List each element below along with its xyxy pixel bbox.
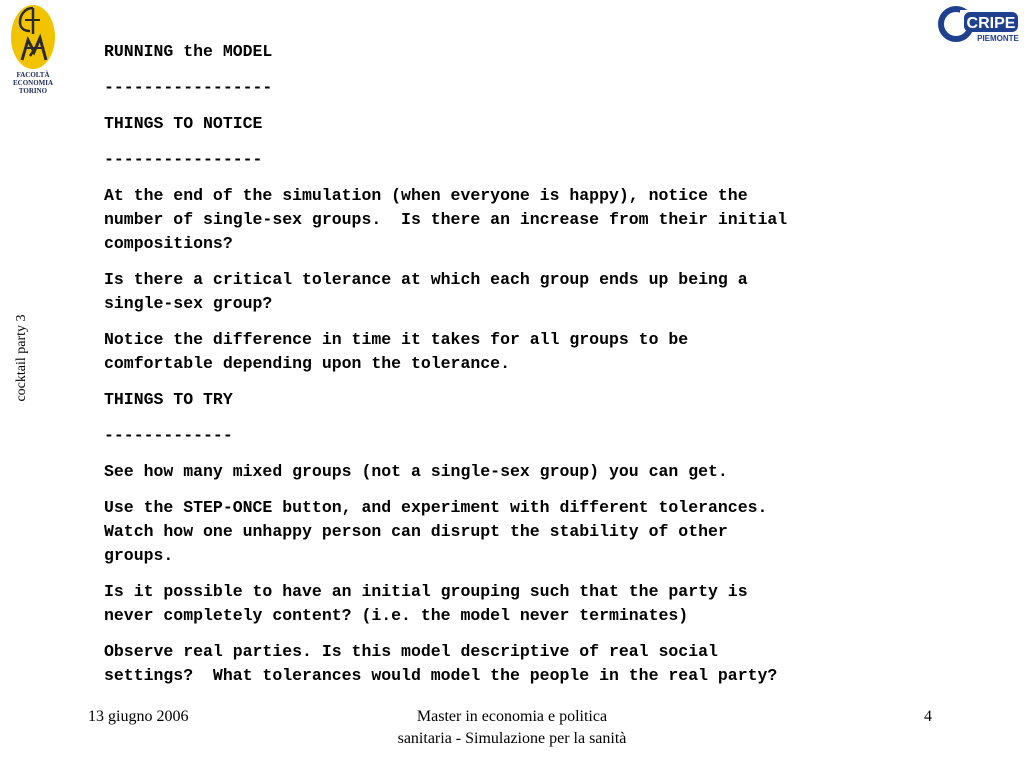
body-paragraph: Notice the difference in time it takes for all groups to be comfortable depending upon the tolerance. <box>104 330 689 373</box>
faculty-caption <box>6 71 60 95</box>
faculty-caption-line: FACOLTÀ <box>16 71 50 79</box>
cripe-logo-subtext: PIEMONTE <box>977 34 1019 43</box>
faculty-emblem-icon <box>10 4 56 70</box>
cripe-logo-text: CRIPE <box>966 15 1016 32</box>
body-paragraph: Observe real parties. Is this model descriptive of real social settings? What tolerances would model the people in the real party? <box>104 642 778 685</box>
page-number: 4 <box>924 708 932 725</box>
section-divider: ------------- <box>104 426 233 445</box>
slide-body <box>104 40 984 700</box>
section-heading: RUNNING the MODEL <box>104 42 273 61</box>
footer-date: 13 giugno 2006 <box>88 708 189 725</box>
body-paragraph: Is it possible to have an initial grouping such that the party is never completely content? (i.e. the model never terminates) <box>104 582 748 625</box>
slide-side-label: cocktail party 3 <box>14 314 29 402</box>
section-divider: ---------------- <box>104 150 263 169</box>
footer-title <box>352 706 672 750</box>
body-paragraph: Use the STEP-ONCE button, and experiment with different tolerances. Watch how one unhappy person can disrupt the stability of other groups. <box>104 498 768 565</box>
faculty-caption-line: ECONOMIA <box>12 79 54 87</box>
section-heading: THINGS TO NOTICE <box>104 114 263 133</box>
footer-title-line: Master in economia e politica <box>416 708 608 725</box>
faculty-logo <box>6 4 60 96</box>
body-paragraph: At the end of the simulation (when everyone is happy), notice the number of single-sex groups. Is there an increase from their initial compositions? <box>104 186 788 253</box>
body-paragraph: Is there a critical tolerance at which each group ends up being a single-sex group? <box>104 270 748 313</box>
footer-title-line: sanitaria - Simulazione per la sanità <box>397 730 627 747</box>
body-paragraph: See how many mixed groups (not a single-sex group) you can get. <box>104 462 728 481</box>
section-divider: ----------------- <box>104 78 273 97</box>
faculty-caption-line: TORINO <box>18 87 48 95</box>
section-heading: THINGS TO TRY <box>104 390 233 409</box>
